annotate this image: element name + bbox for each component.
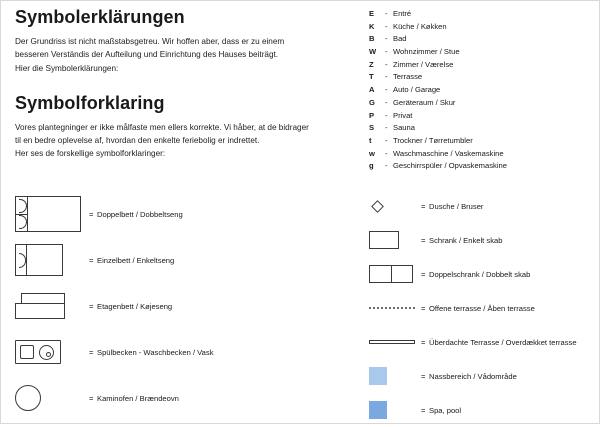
legend-label: = Einzelbett / Enkeltseng [89,256,174,265]
legend-item-double-cabinet [369,257,594,291]
legend-item-open-terrace [369,291,594,325]
abbreviation-dash: - [385,59,388,69]
sink-icon [15,340,89,364]
page-title-de: Symbolerklärungen [15,7,185,27]
legend-label: = Etagenbett / Køjeseng [89,302,172,311]
single-bed-icon [15,244,89,276]
legend-label: = Spa, pool [421,406,461,415]
cabinet-double-icon [369,265,421,283]
abbreviation-row [369,35,589,43]
abbreviation-value: Sauna [393,123,415,133]
abbreviation-value: Küche / Køkken [393,21,447,31]
legend-label: = Offene terrasse / Åben terrasse [421,304,535,313]
abbreviation-legend [369,10,589,175]
intro-paragraph-da [15,121,335,161]
intro-de-line-3: Hier die Symbolerklärungen: [15,63,119,73]
intro-da-line-2: til en bedre oplevelse af, hvordan den enkelte feriebolig er indrettet. [15,136,260,146]
abbreviation-key: t [369,135,372,145]
abbreviation-row [369,86,589,94]
cabinet-single-icon [369,231,421,249]
abbreviation-value: Privat [393,110,413,120]
legend-label: = Doppelschrank / Dobbelt skab [421,270,530,279]
abbreviation-value: Terrasse [393,72,423,82]
intro-paragraph-de [15,35,335,75]
abbreviation-dash: - [385,135,388,145]
text-column [15,7,345,161]
intro-de-line-2: besseren Verständis der Aufteilung und Einrichtung des Hauses beiträgt. [15,50,279,60]
legend-label: = Überdachte Terrasse / Overdækket terrasse [421,338,577,347]
legend-item-spa-pool [369,393,594,427]
abbreviation-row [369,112,589,120]
abbreviation-row [369,10,589,18]
wet-area-swatch-icon [369,367,421,385]
left-symbol-legend [15,191,345,421]
abbreviation-dash: - [385,21,388,31]
abbreviation-dash: - [385,72,388,82]
bunk-bed-icon [15,293,89,319]
legend-item-wet-area [369,359,594,393]
abbreviation-row [369,162,589,170]
abbreviation-key: Z [369,59,374,69]
abbreviation-value: Zimmer / Værelse [393,59,454,69]
legend-label: = Spülbecken - Waschbecken / Vask [89,348,214,357]
legend-item-shower [369,189,594,223]
abbreviation-key: w [369,148,375,158]
legend-label: = Nassbereich / Vådområde [421,372,517,381]
abbreviation-key: S [369,123,375,133]
abbreviation-value: Auto / Garage [393,85,441,95]
solid-bar-icon [369,340,421,344]
abbreviation-row [369,61,589,69]
legend-label: = Schrank / Enkelt skab [421,236,502,245]
abbreviation-row [369,23,589,31]
abbreviation-dash: - [385,47,388,57]
legend-item-stove [15,375,345,421]
legend-label: = Kaminofen / Brændeovn [89,394,179,403]
abbreviation-value: Entré [393,9,412,18]
abbreviation-value: Trockner / Tørretumbler [393,135,473,145]
abbreviation-row [369,150,589,158]
legend-label: = Dusche / Bruser [421,202,483,211]
abbreviation-row [369,124,589,132]
legend-item-sink [15,329,345,375]
abbreviation-dash: - [385,123,388,133]
abbreviation-dash: - [385,97,388,107]
abbreviation-key: P [369,110,375,120]
abbreviation-row [369,73,589,81]
abbreviation-row [369,99,589,107]
intro-da-line-3: Her ses de forskellige symbolforklaringer: [15,149,166,159]
abbreviation-dash: - [385,161,388,171]
dotted-line-icon [369,307,421,309]
legend-item-covered-terrace [369,325,594,359]
right-symbol-legend [369,189,594,427]
abbreviation-dash: - [385,85,388,95]
shower-diamond-icon [369,202,421,211]
abbreviation-key: B [369,34,375,44]
abbreviation-row [369,48,589,56]
abbreviation-value: Bad [393,34,407,44]
abbreviation-key: W [369,47,377,57]
intro-da-line-1: Vores plantegninger er ikke målfaste men ellers korrekte. Vi håber, at de bidrager [15,122,309,132]
abbreviation-key: G [369,97,375,107]
pool-swatch-icon [369,401,421,419]
legend-item-double-bed [15,191,345,237]
abbreviation-key: K [369,21,375,31]
intro-de-line-1: Der Grundriss ist nicht maßstabsgetreu. Wir hoffen aber, dass er zu einem [15,37,285,46]
wood-stove-icon [15,385,89,411]
double-bed-icon [15,196,89,232]
abbreviation-dash: - [385,34,388,44]
abbreviation-value: Geschirrspüler / Opvaskemaskine [393,161,507,171]
abbreviation-row [369,137,589,145]
abbreviation-dash: - [385,148,388,158]
abbreviation-value: Wohnzimmer / Stue [393,47,460,57]
abbreviation-key: A [369,85,375,95]
abbreviation-key: g [369,161,374,171]
legend-item-bunk-bed [15,283,345,329]
abbreviation-value: Waschmaschine / Vaskemaskine [393,148,504,158]
abbreviation-dash: - [385,9,388,18]
abbreviation-dash: - [385,110,388,120]
page-title-da: Symbolforklaring [15,92,165,113]
legend-label: = Doppelbett / Dobbeltseng [89,210,183,219]
abbreviation-key: T [369,72,374,82]
legend-item-single-bed [15,237,345,283]
abbreviation-key: E [369,9,375,18]
legend-item-single-cabinet [369,223,594,257]
abbreviation-value: Geräteraum / Skur [393,97,456,107]
